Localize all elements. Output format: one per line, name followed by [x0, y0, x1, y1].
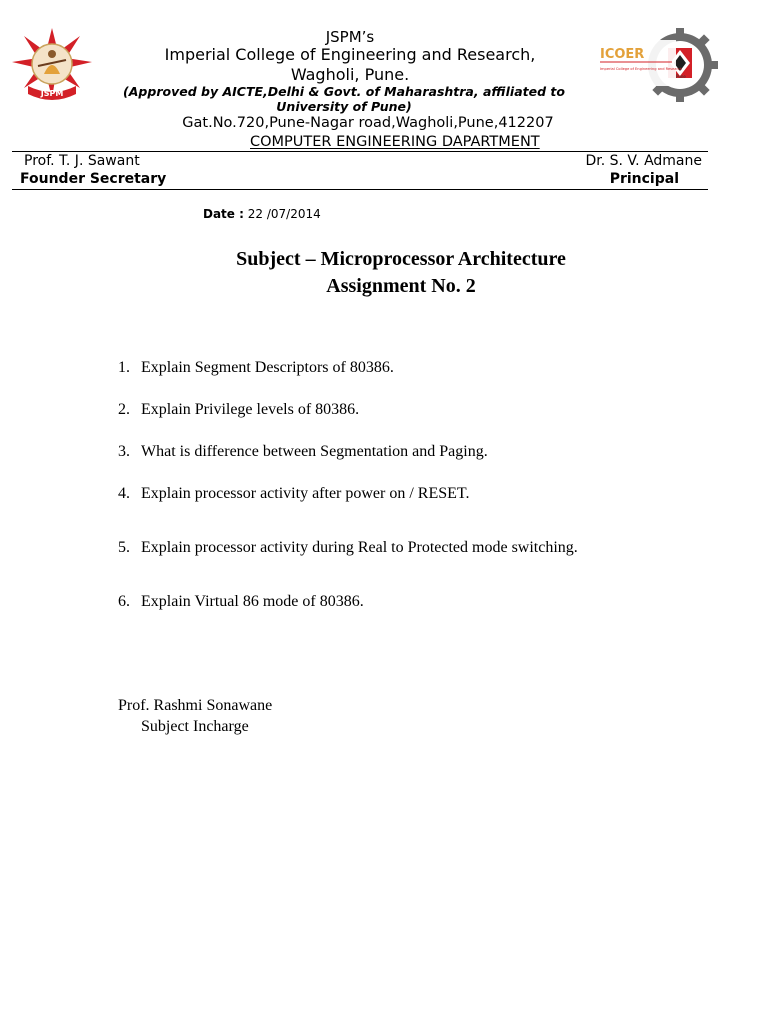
question-item	[118, 401, 359, 419]
signatory-name: Prof. Rashmi Sonawane	[118, 697, 273, 714]
approval-note-line1: (Approved by AICTE,Delhi & Govt. of Maharashtra, affiliated to	[123, 84, 565, 99]
header-divider-bottom	[12, 189, 708, 190]
question-item	[118, 443, 488, 461]
question-text: Explain Privilege levels of 80386.	[141, 401, 360, 418]
question-item	[118, 593, 364, 611]
jspm-logo-text: JSPM	[40, 89, 64, 98]
date-value: 22 /07/2014	[247, 207, 321, 221]
question-text: Explain processor activity after power on / RESET.	[141, 485, 470, 502]
question-number: 1.	[118, 359, 130, 376]
date-label: Date :	[203, 207, 244, 221]
college-name: Imperial College of Engineering and Research,	[164, 45, 536, 64]
icoer-logo-city: Pune	[676, 74, 686, 79]
icoer-logo	[598, 28, 718, 102]
subject-title: Subject – Microprocessor Architecture	[236, 248, 566, 270]
question-text: Explain Virtual 86 mode of 80386.	[141, 593, 364, 610]
college-location: Wagholi, Pune.	[290, 65, 410, 84]
header-divider-top	[12, 151, 708, 152]
approval-note	[110, 84, 578, 114]
question-number: 2.	[118, 401, 130, 418]
jspm-logo	[10, 26, 94, 104]
question-item	[118, 539, 578, 557]
college-address: Gat.No.720,Pune-Nagar road,Wagholi,Pune,412207	[182, 115, 554, 131]
founder-name: Prof. T. J. Sawant	[24, 153, 140, 169]
date-line	[203, 207, 321, 221]
signatory-role: Subject Incharge	[141, 718, 249, 735]
question-text: What is difference between Segmentation and Paging.	[141, 443, 488, 460]
question-item	[118, 359, 394, 377]
question-number: 3.	[118, 443, 130, 460]
icoer-logo-title: ICOER	[600, 47, 645, 62]
question-text: Explain Segment Descriptors of 80386.	[141, 359, 394, 376]
question-number: 5.	[118, 539, 130, 556]
founder-role: Founder Secretary	[20, 171, 167, 187]
principal-role: Principal	[609, 171, 679, 187]
principal-name: Dr. S. V. Admane	[585, 153, 702, 169]
assignment-title: Assignment No. 2	[326, 275, 476, 297]
question-item	[118, 485, 470, 503]
question-number: 4.	[118, 485, 130, 502]
question-number: 6.	[118, 593, 130, 610]
approval-note-line2: University of Pune)	[276, 99, 412, 114]
trust-name: JSPM’s	[325, 28, 375, 46]
question-text: Explain processor activity during Real to Protected mode switching.	[141, 539, 578, 556]
department-name: COMPUTER ENGINEERING DAPARTMENT	[250, 134, 540, 150]
icoer-logo-subtitle: Imperial College of Engineering and Research	[600, 67, 683, 71]
